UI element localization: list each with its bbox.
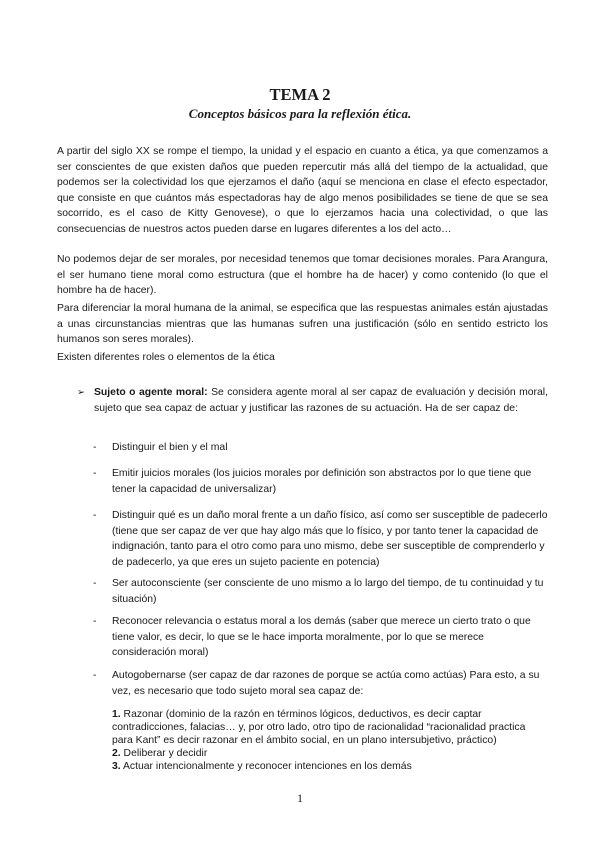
page-number: 1	[297, 791, 303, 805]
numbered-list	[112, 708, 548, 773]
arrow-bullet-icon: ➢	[77, 387, 85, 398]
item-number: 2.	[112, 748, 121, 759]
bullet-heading: Sujeto o agente moral:	[94, 387, 208, 398]
dash-marker: -	[93, 578, 97, 589]
item-number: 1.	[112, 709, 121, 720]
list-item-text: Ser autoconsciente (ser consciente de uno mismo a lo largo del tiempo, de tu continuidad y tu situación)	[112, 578, 544, 605]
page-title: TEMA 2	[269, 85, 331, 104]
paragraph-intro	[57, 144, 548, 238]
dash-marker: -	[93, 468, 97, 479]
list-item-text: Distinguir el bien y el mal	[112, 442, 228, 453]
paragraph-text: Existen diferentes roles o elementos de la ética	[57, 352, 275, 363]
dash-marker: -	[93, 670, 97, 681]
paragraph-animal-moral	[57, 301, 548, 348]
paragraph-text: No podemos dejar de ser morales, por necesidad tenemos que tomar decisiones morales. Para Arangura, el ser humano tiene moral como estructura (que el hombre ha de hacer) y como contenido (lo que el hombre ha de hacer).	[57, 254, 548, 297]
bullet-body: Se considera agente moral al ser capaz de evaluación y decisión moral, sujeto que sea capaz de actuar y justificar las razones de su actuación. Ha de ser capaz de:	[94, 387, 548, 414]
dash-marker: -	[93, 510, 97, 521]
numbered-item	[112, 747, 548, 760]
list-item-text: Reconocer relevancia o estatus moral a los demás (saber que merece un cierto trato o que tiene valor, es decir, lo que se le hace importa moralmente, por lo que se merece consideración moral)	[112, 616, 531, 659]
list-item-text: Autogobernarse (ser capaz de dar razones de porque se actúa como actúas) Para esto, a su vez, es necesario que todo sujeto moral sea capaz de:	[112, 670, 540, 697]
item-number: 3.	[112, 761, 121, 772]
bullet-sujeto-moral	[77, 385, 548, 416]
bullet-text	[94, 385, 548, 416]
paragraph-text: Para diferenciar la moral humana de la animal, se especifica que las respuestas animales están ajustadas a unas circunstancias mientras que las humanas sufren una justificación (sólo en sentido estricto los humanos son seres morales).	[57, 303, 548, 346]
numbered-item	[112, 760, 548, 773]
list-item	[93, 466, 548, 497]
numbered-item	[112, 708, 548, 747]
paragraph-arangura	[57, 252, 548, 299]
dash-marker: -	[93, 616, 97, 627]
list-item-text: Distinguir qué es un daño moral frente a un daño físico, así como ser susceptible de padecerlo (tiene que ser capaz de ver que hay algo más que lo físico, y por tanto tener la capacidad de indignación, tanto para el otro como para uno mismo, debe ser susceptible de comprenderlo y de padecerlo, ya que eres un sujeto paciente en potencia)	[112, 510, 548, 568]
list-item	[93, 614, 548, 661]
paragraph-roles	[57, 350, 548, 366]
list-item	[93, 508, 548, 570]
paragraph-text: A partir del siglo XX se rompe el tiempo, la unidad y el espacio en cuanto a ética, ya que comenzamos a ser conscientes de que existen daños que pueden repercutir más allá del tiempo de la actualidad, que podemos ser la colectividad los que ejerzamos el daño (aquí se menciona en clase el efecto espectador, que consiste en que cuántos más espectadoras hay de algo menos posibilidades se tiene de que se sea socorrido, es el caso de Kitty Genovese), o que lo ejerzamos hacia una colectividad, o que las consecuencias de nuestros actos pueden darse en lugares diferentes a los del acto…	[57, 146, 548, 235]
item-text: Deliberar y decidir	[120, 748, 208, 759]
dash-marker: -	[93, 442, 97, 453]
list-item-text: Emitir juicios morales (los juicios morales por definición son abstractos por lo que tiene que tener la capacidad de universalizar)	[112, 468, 532, 495]
item-text: Actuar intencionalmente y reconocer intenciones en los demás	[120, 761, 412, 772]
list-item	[93, 668, 548, 699]
page-subtitle: Conceptos básicos para la reflexión ética.	[188, 106, 412, 121]
list-item	[93, 440, 548, 456]
list-item	[93, 576, 548, 607]
item-text: Razonar (dominio de la razón en términos lógicos, deductivos, es decir captar contradicciones, falacias… y, por otro lado, otro tipo de racionalidad “racionalidad practica para Kant” es decir razonar en el ámbito social, en un plano intersubjetivo, práctico)	[112, 709, 526, 746]
